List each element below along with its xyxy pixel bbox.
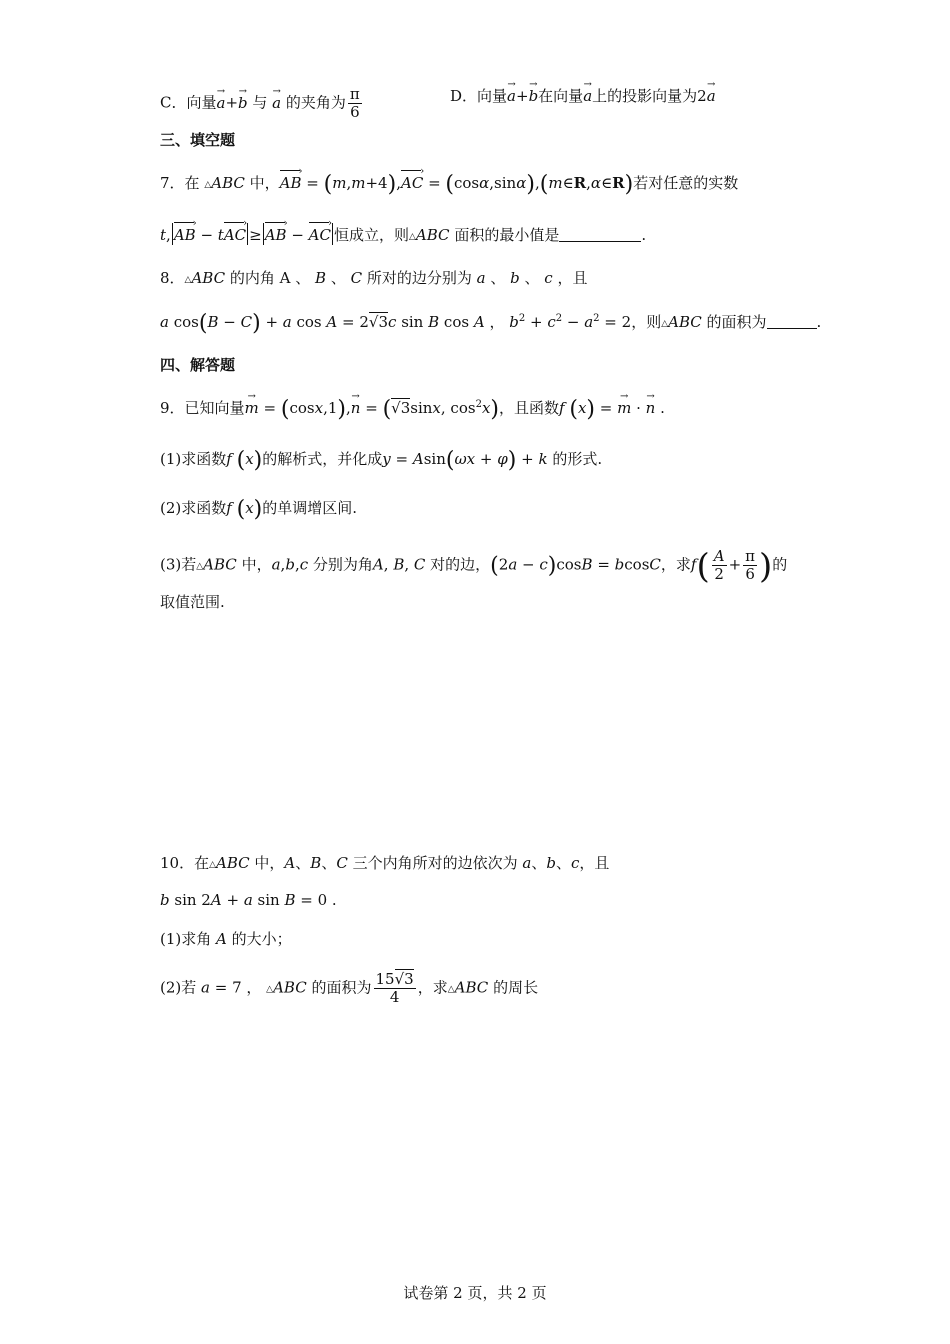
q7-question: 面积的最小值是 bbox=[454, 226, 560, 244]
question-10-part-2: (2)若 a = 7 ， △ABC 的面积为 $\frac{15√3}{4}$ ，求△ABC 的周长 bbox=[160, 970, 539, 1006]
question-10-stem: 10．在△ABC 中，A、B、C 三个内角所对的边依次为 a、b、c，且 bbox=[160, 854, 610, 872]
q9-3-label: (3)若 bbox=[160, 555, 197, 574]
option-c-label: C．向量 bbox=[160, 93, 217, 112]
answer-blank-8[interactable] bbox=[767, 328, 817, 329]
q9-label: 9．已知向量 bbox=[160, 399, 245, 417]
option-d: D．向量→ a+→ b在向量→ a上的投影向量为2→ a bbox=[450, 86, 716, 106]
q10-2-mid: 的面积为 bbox=[311, 978, 372, 997]
q10-2-label: (2)若 bbox=[160, 978, 197, 997]
question-9-part-2: (2)求函数f (x)的单调增区间. bbox=[160, 497, 358, 522]
q9-3-tail2: 的 bbox=[772, 555, 788, 574]
question-9-part-1: (1)求函数f (x)的解析式，并化成y = Asin(ωx + φ) + k 的形式. bbox=[160, 448, 603, 473]
q9-3-mid2: 分别为角 bbox=[312, 555, 373, 574]
option-c: C．向量→ a+→ b 与 → a 的夹角为 $\frac{\pi}{6}$ bbox=[160, 86, 364, 121]
page-footer: 试卷第 2 页，共 2 页 bbox=[403, 1284, 547, 1302]
q9-2-tail: 的单调增区间. bbox=[262, 499, 358, 517]
question-9-part-3-cont: 取值范围. bbox=[160, 593, 225, 611]
q10-label: 10．在 bbox=[160, 854, 210, 872]
section-title-fill-in: 三、填空题 bbox=[160, 131, 236, 149]
q9-1-label: (1)求函数 bbox=[160, 450, 227, 468]
q9-3-mid: 中， bbox=[241, 555, 272, 574]
q9-tail: ，且函数 bbox=[499, 399, 560, 417]
q9-2-label: (2)求函数 bbox=[160, 499, 227, 517]
q10-1-label: (1)求角 bbox=[160, 930, 212, 948]
q7-condition-text: 恒成立，则 bbox=[333, 226, 409, 244]
question-9-stem: 9．已知向量→ m = (cosx,1),→ n = (√3sinx, $\cos^2x$)，且函数f (x) = → m · → n . bbox=[160, 398, 665, 420]
question-7-line-1: 7．在 △ABC 中，AB › = (m,m+4),AC › = (cosα,sinα),(m∈R,α∈R)若对任意的实数 bbox=[160, 173, 738, 195]
section-title-solve: 四、解答题 bbox=[160, 356, 236, 374]
q10-1-tail: 的大小； bbox=[231, 930, 292, 948]
q9-3-mid3: 对的边， bbox=[430, 555, 491, 574]
q7-tail: 若对任意的实数 bbox=[633, 174, 739, 192]
option-d-label: D．向量 bbox=[450, 87, 508, 105]
q9-3-tail: ，求 bbox=[660, 555, 691, 574]
question-10-condition: b sin 2A + a sin B = 0 . bbox=[160, 891, 337, 909]
question-10-part-1: (1)求角 A 的大小； bbox=[160, 930, 292, 948]
answer-blank-7[interactable] bbox=[559, 241, 641, 242]
question-8-line-1: 8．△ABC 的内角 A 、 B 、 C 所对的边分别为 a 、 b 、 c ，且 bbox=[160, 269, 588, 287]
q8-label: 8． bbox=[160, 269, 185, 287]
question-9-part-3: (3)若△ABC 中，a,b,c 分别为角A, B, C 对的边，(2a − c)cosB = bcosC，求f( $\frac{A}{2}$ + $\frac{\pi}{6}$ )的 bbox=[160, 546, 788, 587]
q10-2-tail: ，求 bbox=[417, 978, 448, 997]
q10-2-tail2: 的周长 bbox=[493, 978, 539, 997]
q9-1-mid: 的解析式，并化成 bbox=[262, 450, 383, 468]
option-d-tail: 上的投影向量为 bbox=[592, 87, 698, 105]
question-8-line-2: a cos(B − C) + a cos A = 2√3c sin B cos A ， $b^2 + c^2 - a^2 = 2$，则△ABC 的面积为 . bbox=[160, 311, 822, 336]
q8-then: ，则 bbox=[631, 313, 662, 331]
option-c-tail: 的夹角为 bbox=[285, 93, 346, 112]
option-d-text: 在向量 bbox=[538, 87, 584, 105]
q8-text: 的内角 bbox=[229, 269, 275, 287]
q7-label: 7．在 bbox=[160, 174, 200, 192]
q7-mid: 中， bbox=[249, 174, 280, 192]
question-7-line-2: t, AB › − tAC › ≥ AB › − AC › 恒成立，则△ABC 面积的最小值是 . bbox=[160, 223, 646, 247]
fraction-pi-6: $\frac{\pi}{6}$ bbox=[349, 85, 360, 121]
q10-text: 三个内角所对的边依次为 bbox=[352, 854, 518, 872]
q9-1-tail: 的形式. bbox=[552, 450, 603, 468]
q8-question: 的面积为 bbox=[706, 313, 767, 331]
